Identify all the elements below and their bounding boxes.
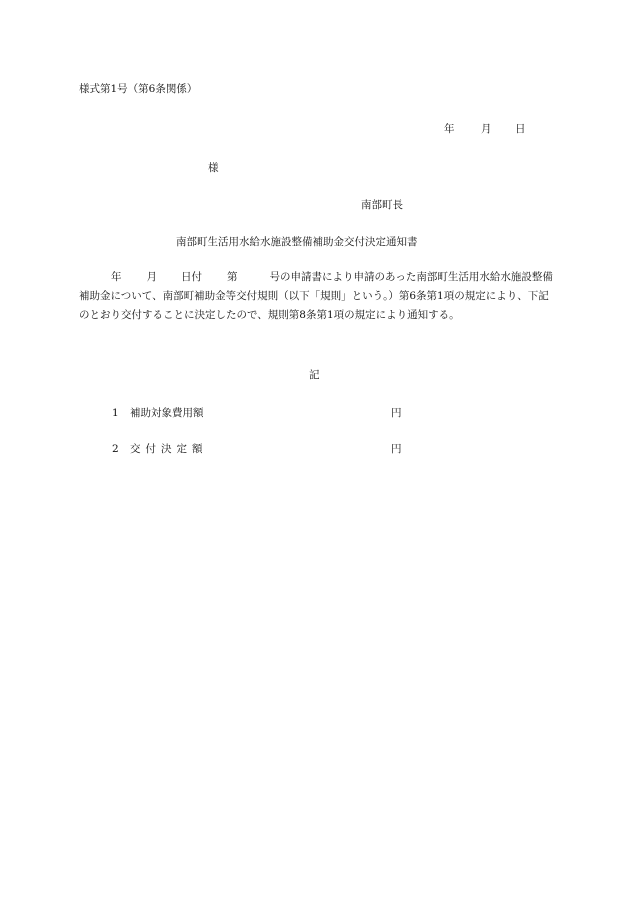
body-year: 年 — [111, 271, 122, 283]
body-day-dated: 日付 — [181, 271, 202, 283]
issuer-name: 南部町長 — [361, 199, 403, 211]
item-1-number: 1 — [112, 407, 119, 419]
form-label: 様式第1号（第6条関係） — [79, 83, 198, 95]
body-dai: 第 — [227, 271, 238, 283]
date-year: 年 — [444, 123, 455, 135]
item-2-number: 2 — [112, 443, 119, 455]
body-paragraph — [79, 268, 555, 325]
ki-heading: 記 — [309, 369, 320, 381]
item-2-unit: 円 — [391, 443, 402, 455]
body-month: 月 — [146, 271, 157, 283]
body-text: 号の申請書により申請のあった南部町生活用水給水施設整備補助金について、南部町補助金等交付規則（以下「規則」という。）第6条第1項の規定により、下記のとおり交付することに決定したので、規則第8条第1項の規定により通知する。 — [79, 271, 553, 321]
document-title: 南部町生活用水給水施設整備補助金交付決定通知書 — [176, 236, 418, 248]
date-day: 日 — [515, 123, 526, 135]
date-month: 月 — [481, 123, 492, 135]
addressee-suffix: 様 — [208, 162, 219, 174]
item-1-unit: 円 — [391, 407, 402, 419]
item-2-label: 交付決定額 — [130, 443, 208, 455]
item-1-label: 補助対象費用額 — [130, 407, 204, 419]
